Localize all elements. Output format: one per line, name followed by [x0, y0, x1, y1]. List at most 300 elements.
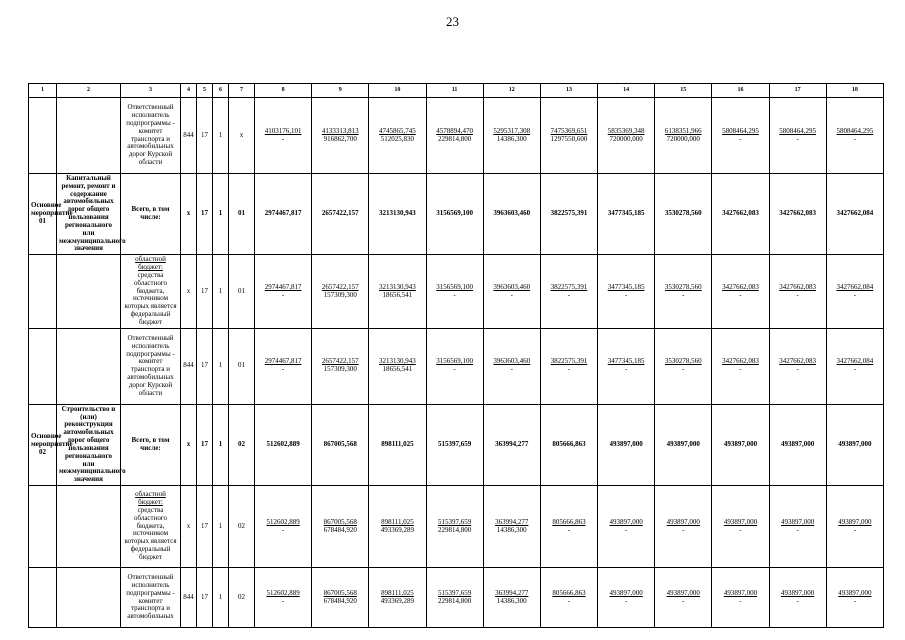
federal-value: -	[853, 290, 857, 299]
cell-c7	[229, 328, 255, 404]
total-value: 363994,277	[495, 517, 529, 526]
cell-c4	[181, 174, 197, 255]
value-cell	[655, 568, 712, 628]
c7-text: 02	[238, 592, 245, 601]
value-cell	[655, 255, 712, 328]
c5-text: 17	[201, 130, 208, 139]
federal-value: 157309,300	[323, 365, 357, 374]
value-cell	[655, 486, 712, 568]
total-value: 3427662,084	[836, 282, 874, 291]
cell-c3	[121, 174, 181, 255]
c7-text: х	[239, 130, 244, 139]
value-cell	[369, 486, 426, 568]
total-value: 3822575,391	[550, 282, 588, 291]
value-cell	[826, 328, 883, 404]
total-value: 805666,863	[552, 517, 586, 526]
federal-value: -	[682, 596, 685, 605]
total-value: 493897,000	[666, 439, 700, 448]
total-value: 493897,000	[666, 517, 700, 526]
value-cell	[255, 404, 312, 485]
total-value: 3477345,185	[607, 282, 645, 291]
total-value: 515397,659	[437, 517, 472, 526]
federal-value: -	[281, 525, 285, 534]
c6-text: 1	[218, 209, 223, 218]
federal-value: 916862,700	[323, 134, 357, 143]
c7-text: 02	[238, 439, 245, 448]
c3-text: средства областного бюджета, источником которых является федеральный бюджет	[124, 270, 177, 326]
c5-text: 17	[201, 439, 208, 448]
cell-c7	[229, 255, 255, 328]
total-value: 2657422,157	[321, 357, 359, 366]
cell-c2	[57, 98, 121, 174]
total-value: 3427662,083	[722, 209, 759, 218]
federal-value: -	[796, 525, 799, 534]
cell-c2	[57, 255, 121, 328]
c4-text: х	[186, 286, 191, 295]
cell-c6	[213, 486, 229, 568]
value-cell	[712, 174, 769, 255]
c2-text: Капитальный ремонт, ремонт и содержание автомобильных дорог общего пользования регионального или межмуниципального значения	[59, 174, 126, 253]
cell-c5	[197, 486, 213, 568]
federal-value: -	[796, 290, 799, 299]
value-cell	[598, 328, 655, 404]
total-value: 515397,659	[437, 439, 472, 448]
total-value: 493897,000	[723, 588, 758, 597]
cell-c6	[213, 568, 229, 628]
total-value: 3822575,391	[550, 209, 588, 218]
cell-c4	[181, 328, 197, 404]
cell-c2	[57, 328, 121, 404]
cell-c6	[213, 255, 229, 328]
value-cell	[769, 486, 826, 568]
total-value: 493897,000	[781, 588, 815, 597]
value-cell	[540, 328, 597, 404]
value-cell	[426, 568, 483, 628]
cell-c5	[197, 174, 213, 255]
value-cell	[483, 174, 540, 255]
c3-text: Ответственный исполнитель подпрограммы - комитет транспорта и автомобильных дорог Курской области	[126, 103, 175, 166]
cell-c4	[181, 486, 197, 568]
total-value: 805666,863	[552, 439, 586, 448]
federal-value: 678484,920	[323, 596, 357, 605]
cell-c2	[57, 486, 121, 568]
value-cell	[598, 98, 655, 174]
federal-value: -	[853, 134, 857, 143]
cell-c3	[121, 255, 181, 328]
federal-value: -	[567, 525, 571, 534]
c4-text: 844	[183, 592, 194, 601]
total-value: 4578894,470	[436, 126, 473, 135]
table-row	[29, 255, 884, 328]
cell-c5	[197, 328, 213, 404]
total-value: 493897,000	[723, 439, 758, 448]
value-cell	[312, 486, 369, 568]
federal-value: 229814,800	[437, 134, 472, 143]
value-cell	[483, 568, 540, 628]
column-header: 3	[121, 84, 181, 98]
c5-text: 17	[201, 361, 208, 370]
federal-value: 18656,541	[382, 290, 413, 299]
cell-c1	[29, 568, 57, 628]
federal-value: -	[682, 290, 685, 299]
total-value: 5808464,295	[779, 126, 816, 135]
value-cell	[312, 255, 369, 328]
value-cell	[255, 568, 312, 628]
cell-c3	[121, 98, 181, 174]
total-value: 5835369,348	[607, 126, 645, 135]
total-value: 493897,000	[609, 517, 643, 526]
federal-value: 493369,289	[380, 596, 415, 605]
c1-text: Основное мероприятие 01	[31, 201, 73, 226]
federal-value: -	[796, 365, 799, 374]
table-row	[29, 328, 884, 404]
federal-value: -	[739, 290, 742, 299]
value-cell	[426, 174, 483, 255]
cell-c1	[29, 486, 57, 568]
federal-value: -	[510, 290, 513, 299]
total-value: 3427662,083	[722, 282, 759, 291]
total-value: 493897,000	[723, 517, 758, 526]
value-cell	[712, 568, 769, 628]
total-value: 3427662,084	[836, 357, 874, 366]
value-cell	[540, 174, 597, 255]
column-header: 5	[197, 84, 213, 98]
federal-value: -	[739, 525, 742, 534]
federal-value: -	[739, 365, 742, 374]
federal-value: -	[281, 365, 285, 374]
total-value: 363994,277	[495, 588, 529, 597]
value-cell	[312, 568, 369, 628]
cell-c5	[197, 98, 213, 174]
federal-value: -	[624, 596, 628, 605]
c3-text: средства областного бюджета, источником которых является федеральный бюджет	[124, 505, 177, 561]
value-cell	[826, 486, 883, 568]
column-header: 15	[655, 84, 712, 98]
c3-text: Ответственный исполнитель подпрограммы - комитет транспорта и автомобильных дорог Курской области	[126, 333, 175, 397]
value-cell	[655, 404, 712, 485]
value-cell	[255, 174, 312, 255]
cell-c1	[29, 174, 73, 255]
value-cell	[712, 404, 769, 485]
budget-source-label: областной бюджет:	[135, 490, 166, 507]
c5-text: 17	[201, 592, 208, 601]
federal-value: -	[281, 134, 285, 143]
value-cell	[769, 174, 826, 255]
value-cell	[826, 568, 883, 628]
total-value: 3530278,560	[664, 282, 702, 291]
budget-source-label: областной бюджет:	[135, 255, 166, 272]
total-value: 2657422,157	[321, 282, 359, 291]
cell-c4	[181, 404, 197, 485]
value-cell	[540, 98, 597, 174]
column-header: 4	[181, 84, 197, 98]
value-cell	[369, 98, 426, 174]
value-cell	[769, 328, 826, 404]
federal-value: -	[567, 596, 571, 605]
federal-value: -	[624, 290, 628, 299]
federal-value: 1297550,600	[550, 134, 588, 143]
value-cell	[369, 328, 426, 404]
total-value: 898111,025	[381, 517, 414, 526]
value-cell	[826, 174, 883, 255]
total-value: 2974467,817	[264, 357, 302, 366]
value-cell	[483, 486, 540, 568]
c7-text: 01	[238, 361, 245, 370]
federal-value: 18656,541	[382, 365, 413, 374]
value-cell	[540, 486, 597, 568]
total-value: 512602,889	[266, 517, 300, 526]
column-header: 10	[369, 84, 426, 98]
value-cell	[312, 404, 369, 485]
total-value: 363994,277	[495, 439, 529, 448]
c3-text: Всего, в том числе:	[131, 436, 170, 452]
value-cell	[426, 255, 483, 328]
total-value: 493897,000	[666, 588, 700, 597]
total-value: 3427662,084	[836, 209, 874, 218]
value-cell	[483, 255, 540, 328]
table-row	[29, 404, 884, 485]
budget-table	[28, 83, 884, 628]
cell-c4	[181, 98, 197, 174]
value-cell	[826, 404, 883, 485]
cell-c1	[29, 255, 57, 328]
column-header: 1	[29, 84, 57, 98]
total-value: 4745865,745	[379, 126, 416, 135]
total-value: 493897,000	[609, 588, 643, 597]
total-value: 3963603,460	[493, 209, 531, 218]
value-cell	[540, 404, 597, 485]
federal-value: -	[853, 525, 857, 534]
value-cell	[655, 328, 712, 404]
total-value: 3427662,083	[779, 282, 816, 291]
value-cell	[483, 328, 540, 404]
value-cell	[255, 486, 312, 568]
total-value: 2657422,157	[321, 209, 359, 218]
value-cell	[598, 174, 655, 255]
federal-value: -	[624, 525, 628, 534]
total-value: 867005,568	[323, 439, 357, 448]
federal-value: -	[567, 290, 571, 299]
value-cell	[540, 255, 597, 328]
federal-value: 720000,000	[609, 134, 643, 143]
table-row	[29, 486, 884, 568]
federal-value: -	[510, 365, 513, 374]
cell-c4	[181, 568, 197, 628]
cell-c2	[57, 568, 121, 628]
c6-text: 1	[218, 286, 223, 295]
value-cell	[712, 486, 769, 568]
value-cell	[826, 98, 883, 174]
value-cell	[712, 98, 769, 174]
cell-c6	[213, 174, 229, 255]
value-cell	[369, 568, 426, 628]
value-cell	[655, 98, 712, 174]
value-cell	[769, 568, 826, 628]
page-number: 23	[446, 14, 459, 29]
cell-c6	[213, 328, 229, 404]
c5-text: 17	[201, 521, 208, 530]
total-value: 898111,025	[381, 588, 414, 597]
table-header-row	[29, 84, 884, 98]
value-cell	[655, 174, 712, 255]
cell-c1	[29, 404, 73, 485]
cell-c3	[121, 404, 181, 485]
value-cell	[369, 255, 426, 328]
total-value: 2974467,817	[264, 282, 302, 291]
value-cell	[712, 328, 769, 404]
value-cell	[255, 255, 312, 328]
value-cell	[598, 486, 655, 568]
c4-text: 844	[183, 130, 194, 139]
federal-value: 157309,300	[323, 290, 357, 299]
c2-text: Строительство и (или) реконструкция автомобильных дорог общего пользования регионального или межмуниципального значения	[59, 404, 126, 484]
column-header: 9	[312, 84, 369, 98]
federal-value: -	[453, 365, 456, 374]
federal-value: 512025,830	[380, 134, 415, 143]
total-value: 3156569,100	[436, 209, 473, 218]
federal-value: -	[796, 596, 799, 605]
total-value: 4133313,813	[321, 126, 359, 135]
value-cell	[312, 174, 369, 255]
cell-c3	[121, 568, 181, 628]
total-value: 493897,000	[781, 517, 815, 526]
total-value: 3530278,560	[664, 357, 702, 366]
value-cell	[712, 255, 769, 328]
value-cell	[312, 98, 369, 174]
c7-text: 01	[238, 209, 245, 218]
c4-text: х	[186, 439, 191, 448]
cell-c7	[229, 486, 255, 568]
cell-c1	[29, 98, 57, 174]
table-row	[29, 98, 884, 174]
c3-text: Всего, в том числе:	[131, 205, 170, 222]
c6-text: 1	[218, 521, 223, 530]
value-cell	[769, 255, 826, 328]
value-cell	[483, 404, 540, 485]
total-value: 3427662,083	[722, 357, 759, 366]
total-value: 493897,000	[838, 517, 872, 526]
total-value: 5808464,295	[722, 126, 759, 135]
federal-value: -	[281, 596, 285, 605]
total-value: 3156569,100	[436, 357, 473, 366]
c1-text: Основное мероприятие 02	[31, 432, 73, 456]
total-value: 5295317,308	[493, 126, 531, 135]
federal-value: -	[567, 365, 571, 374]
c3-text: Ответственный исполнитель подпрограммы - комитет транспорта и автомобильных	[126, 573, 175, 621]
cell-c5	[197, 568, 213, 628]
column-header: 16	[712, 84, 769, 98]
column-header: 18	[826, 84, 883, 98]
federal-value: -	[682, 365, 685, 374]
total-value: 3530278,560	[664, 209, 702, 218]
c6-text: 1	[218, 361, 223, 370]
column-header: 17	[769, 84, 826, 98]
federal-value: 14386,300	[496, 134, 527, 143]
federal-value: -	[281, 290, 285, 299]
total-value: 3213130,943	[379, 357, 416, 366]
c5-text: 17	[201, 286, 208, 295]
total-value: 3213130,943	[379, 209, 416, 218]
column-header: 8	[255, 84, 312, 98]
value-cell	[598, 404, 655, 485]
federal-value: 720000,000	[666, 134, 700, 143]
cell-c7	[229, 568, 255, 628]
value-cell	[598, 255, 655, 328]
federal-value: 14386,300	[496, 525, 527, 534]
total-value: 805666,863	[552, 588, 586, 597]
column-header: 14	[598, 84, 655, 98]
value-cell	[426, 404, 483, 485]
cell-c3	[121, 328, 181, 404]
c6-text: 1	[218, 592, 223, 601]
federal-value: -	[853, 365, 857, 374]
value-cell	[826, 255, 883, 328]
value-cell	[483, 98, 540, 174]
cell-c5	[197, 255, 213, 328]
total-value: 5808464,295	[836, 126, 874, 135]
column-header: 13	[540, 84, 597, 98]
c6-text: 1	[218, 130, 223, 139]
federal-value: -	[739, 596, 742, 605]
total-value: 493897,000	[609, 439, 643, 448]
total-value: 3213130,943	[379, 282, 416, 291]
value-cell	[769, 98, 826, 174]
c5-text: 17	[201, 209, 208, 218]
total-value: 3963603,460	[493, 357, 531, 366]
value-cell	[255, 98, 312, 174]
c6-text: 1	[218, 439, 223, 448]
value-cell	[369, 174, 426, 255]
total-value: 2974467,817	[264, 209, 302, 218]
c4-text: 844	[183, 361, 194, 370]
federal-value: 678484,920	[323, 525, 357, 534]
total-value: 512602,889	[266, 439, 300, 448]
value-cell	[426, 486, 483, 568]
cell-c5	[197, 404, 213, 485]
total-value: 3427662,083	[779, 209, 816, 218]
total-value: 515397,659	[437, 588, 472, 597]
c7-text: 01	[238, 286, 245, 295]
total-value: 493897,000	[838, 588, 872, 597]
federal-value: 493369,289	[380, 525, 415, 534]
cell-c6	[213, 404, 229, 485]
cell-c7	[229, 98, 255, 174]
column-header: 6	[213, 84, 229, 98]
column-header: 7	[229, 84, 255, 98]
cell-c3	[121, 486, 181, 568]
cell-c7	[229, 174, 255, 255]
value-cell	[426, 328, 483, 404]
total-value: 493897,000	[781, 439, 815, 448]
cell-c7	[229, 404, 255, 485]
federal-value: -	[739, 134, 742, 143]
federal-value: -	[624, 365, 628, 374]
value-cell	[426, 98, 483, 174]
total-value: 898111,025	[381, 439, 414, 448]
value-cell	[369, 404, 426, 485]
total-value: 6138351,966	[664, 126, 702, 135]
total-value: 493897,000	[838, 439, 872, 448]
total-value: 867005,568	[323, 517, 357, 526]
c4-text: х	[186, 209, 191, 218]
column-header: 11	[426, 84, 483, 98]
value-cell	[598, 568, 655, 628]
cell-c1	[29, 328, 57, 404]
total-value: 867005,568	[323, 588, 357, 597]
total-value: 3477345,185	[607, 209, 645, 218]
federal-value: 229814,800	[437, 596, 472, 605]
cell-c4	[181, 255, 197, 328]
